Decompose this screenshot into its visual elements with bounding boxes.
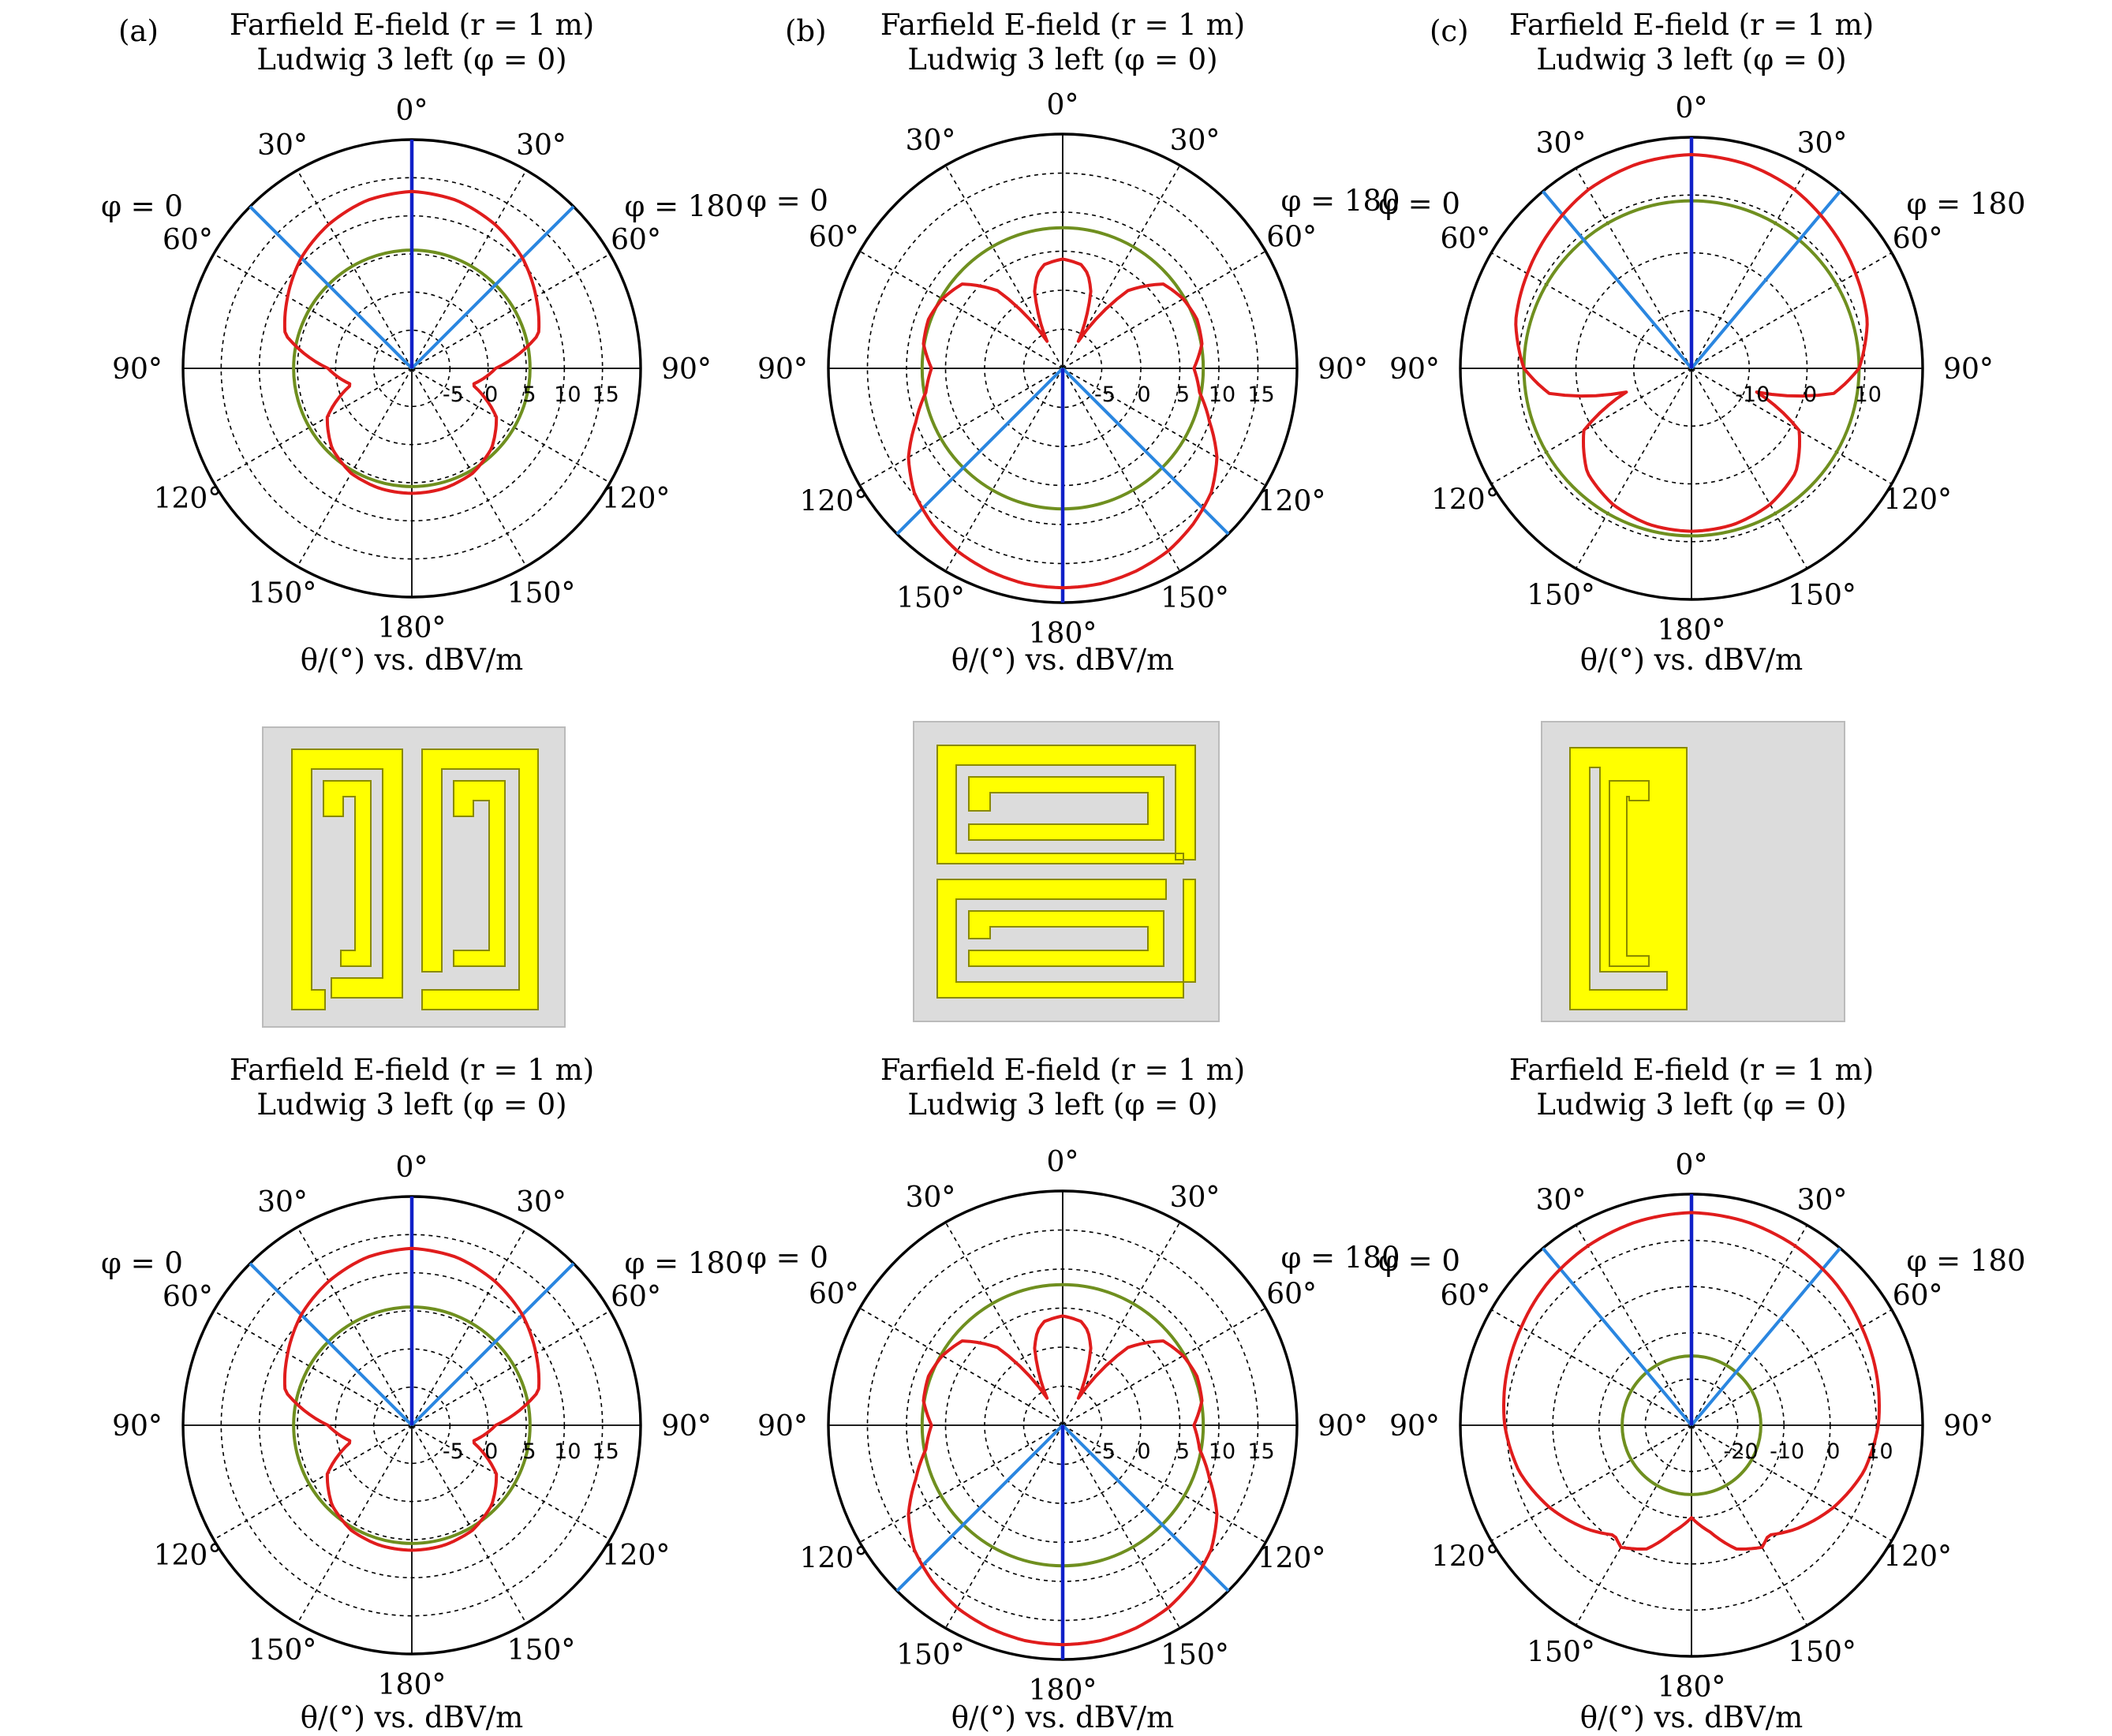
- angle-tick-label: 60°: [611, 224, 661, 256]
- radial-tick-label: 0: [1826, 1439, 1841, 1464]
- radial-tick-label: 5: [1176, 1439, 1191, 1464]
- angle-tick-label: 60°: [1266, 221, 1318, 254]
- chart-subtitle: Ludwig 3 left (φ = 0): [1536, 43, 1847, 77]
- angle-tick-label: 180°: [377, 612, 447, 644]
- radial-tick-label: 15: [592, 1439, 619, 1464]
- radial-tick-label: 0: [484, 383, 499, 407]
- panel-label-a: (a): [118, 14, 159, 48]
- chart-title: Farfield E-field (r = 1 m): [880, 1053, 1246, 1087]
- angle-tick-label: 90°: [757, 1410, 808, 1443]
- angle-tick-label: 180°: [1028, 1674, 1097, 1707]
- phi-left-label: φ = 0: [746, 1241, 828, 1275]
- angle-tick-label: 150°: [248, 1634, 317, 1667]
- axis-caption: θ/(°) vs. dBV/m: [1579, 643, 1804, 677]
- angle-tick-label: 150°: [1161, 1639, 1229, 1672]
- angle-tick-label: 90°: [112, 1410, 163, 1443]
- grid-spoke: [412, 368, 526, 566]
- angle-tick-label: 60°: [808, 221, 859, 254]
- radial-tick-label: -10: [1770, 1439, 1805, 1464]
- polar-chart-2: [746, 8, 1400, 677]
- grid-spoke: [1576, 1225, 1692, 1425]
- unit-cell-a: [263, 727, 565, 1027]
- radial-tick-label: 10: [554, 383, 581, 407]
- radial-tick-label: 15: [1247, 383, 1275, 407]
- angle-tick-label: 60°: [1440, 1279, 1491, 1312]
- radial-tick-label: 15: [592, 383, 619, 407]
- angle-tick-label: 150°: [507, 577, 576, 610]
- unit-cell-b-substrate: [914, 722, 1219, 1021]
- grid-spoke: [1576, 368, 1692, 569]
- angle-tick-label: 30°: [1796, 127, 1848, 160]
- polar-chart-6: [1378, 1053, 2026, 1734]
- angle-tick-label: 120°: [1883, 1540, 1953, 1574]
- angle-tick-label: 0°: [1675, 92, 1708, 125]
- angle-tick-label: 30°: [1169, 1181, 1220, 1214]
- angle-tick-label: 90°: [1389, 1410, 1440, 1443]
- angle-tick-label: 120°: [1257, 485, 1326, 518]
- angle-tick-label: 150°: [896, 1639, 965, 1672]
- angle-tick-label: 30°: [905, 1181, 956, 1214]
- polar-chart-1: [101, 8, 744, 677]
- angle-tick-label: 60°: [611, 1281, 661, 1313]
- chart-title: Farfield E-field (r = 1 m): [1508, 1053, 1875, 1087]
- angle-tick-label: 180°: [1657, 614, 1726, 647]
- angle-tick-label: 30°: [516, 1185, 566, 1219]
- chart-subtitle: Ludwig 3 left (φ = 0): [907, 43, 1218, 77]
- unit-cell-c: [1542, 722, 1845, 1021]
- phi-right-label: φ = 180: [624, 1246, 744, 1280]
- radial-tick-label: 15: [1247, 1439, 1275, 1464]
- grid-spoke: [214, 368, 412, 483]
- angle-tick-label: 60°: [1440, 222, 1491, 256]
- radial-tick-label: -10: [1735, 383, 1770, 407]
- chart-subtitle: Ludwig 3 left (φ = 0): [907, 1088, 1218, 1122]
- axis-caption: θ/(°) vs. dBV/m: [1579, 1701, 1804, 1734]
- radial-tick-label: 0: [484, 1439, 499, 1464]
- radial-tick-label: -5: [1094, 1439, 1116, 1464]
- radial-tick-label: -5: [1094, 383, 1116, 407]
- radial-tick-label: 10: [1854, 383, 1882, 407]
- angle-tick-label: 90°: [1943, 353, 1994, 386]
- beamwidth-line: [250, 207, 412, 368]
- beamwidth-line: [1691, 1249, 1840, 1425]
- angle-tick-label: 150°: [248, 577, 317, 610]
- phi-left-label: φ = 0: [1378, 187, 1460, 221]
- chart-title: Farfield E-field (r = 1 m): [229, 1053, 595, 1087]
- grid-spoke: [1491, 1425, 1691, 1541]
- chart-title: Farfield E-field (r = 1 m): [229, 8, 595, 42]
- angle-tick-label: 120°: [601, 1540, 671, 1572]
- panel-label-c: (c): [1430, 14, 1469, 48]
- angle-tick-label: 60°: [1892, 1279, 1943, 1312]
- angle-tick-label: 150°: [1527, 579, 1595, 612]
- axis-caption: θ/(°) vs. dBV/m: [300, 643, 524, 677]
- angle-tick-label: 0°: [1675, 1149, 1708, 1182]
- grid-spoke: [412, 1425, 526, 1623]
- angle-tick-label: 60°: [1266, 1278, 1318, 1311]
- radial-tick-label: -20: [1723, 1439, 1759, 1464]
- unit-cell-b: [914, 722, 1219, 1021]
- angle-tick-label: 120°: [153, 483, 222, 515]
- radial-tick-label: 0: [1803, 383, 1818, 407]
- polar-chart-4: [101, 1053, 744, 1734]
- radial-tick-label: 5: [522, 383, 536, 407]
- angle-tick-label: 150°: [507, 1634, 576, 1667]
- radial-tick-label: -5: [442, 1439, 464, 1464]
- angle-tick-label: 90°: [757, 353, 808, 386]
- radial-tick-label: 10: [1208, 1439, 1236, 1464]
- angle-tick-label: 60°: [163, 1281, 213, 1313]
- angle-tick-label: 180°: [1028, 618, 1097, 650]
- beamwidth-line: [412, 1264, 574, 1425]
- grid-spoke: [1691, 1225, 1807, 1425]
- angle-tick-label: 120°: [799, 1542, 869, 1575]
- angle-tick-label: 30°: [1169, 124, 1220, 157]
- angle-tick-label: 120°: [1430, 483, 1500, 517]
- phi-left-label: φ = 0: [746, 184, 828, 218]
- axis-caption: θ/(°) vs. dBV/m: [951, 1701, 1175, 1734]
- angle-tick-label: 30°: [1535, 127, 1587, 160]
- angle-tick-label: 0°: [1046, 89, 1079, 121]
- beamwidth-line: [412, 207, 574, 368]
- angle-tick-label: 0°: [395, 1152, 428, 1184]
- radial-tick-label: 10: [1208, 383, 1236, 407]
- chart-subtitle: Ludwig 3 left (φ = 0): [1536, 1088, 1847, 1122]
- axis-caption: θ/(°) vs. dBV/m: [951, 643, 1175, 677]
- chart-subtitle: Ludwig 3 left (φ = 0): [256, 43, 567, 77]
- angle-tick-label: 150°: [896, 582, 965, 615]
- angle-tick-label: 30°: [1796, 1184, 1848, 1217]
- angle-tick-label: 90°: [1318, 353, 1368, 386]
- angle-tick-label: 0°: [1046, 1146, 1079, 1178]
- phi-right-label: φ = 180: [1906, 1244, 2026, 1278]
- grid-spoke: [1691, 168, 1807, 368]
- radial-tick-label: 0: [1137, 383, 1151, 407]
- angle-tick-label: 90°: [661, 1410, 712, 1443]
- phi-right-label: φ = 180: [1280, 184, 1400, 218]
- angle-tick-label: 30°: [257, 1185, 308, 1219]
- angle-tick-label: 30°: [905, 124, 956, 157]
- radial-tick-label: 0: [1137, 1439, 1151, 1464]
- axis-caption: θ/(°) vs. dBV/m: [300, 1701, 524, 1734]
- phi-right-label: φ = 180: [1906, 187, 2026, 221]
- polar-chart-5: [746, 1053, 1400, 1734]
- chart-title: Farfield E-field (r = 1 m): [880, 8, 1246, 42]
- grid-spoke: [297, 368, 412, 566]
- grid-spoke: [1576, 168, 1692, 368]
- angle-tick-label: 30°: [516, 129, 566, 162]
- beamwidth-line: [1543, 1249, 1691, 1425]
- angle-tick-label: 180°: [1657, 1671, 1726, 1704]
- grid-spoke: [1491, 253, 1691, 369]
- angle-tick-label: 90°: [661, 353, 712, 386]
- angle-tick-label: 30°: [257, 129, 308, 162]
- phi-right-label: φ = 180: [1280, 1241, 1400, 1275]
- angle-tick-label: 120°: [153, 1540, 222, 1572]
- angle-tick-label: 60°: [1892, 222, 1943, 256]
- angle-tick-label: 30°: [1535, 1184, 1587, 1217]
- angle-tick-label: 0°: [395, 95, 428, 127]
- radial-tick-label: 10: [554, 1439, 581, 1464]
- radial-tick-label: 10: [1866, 1439, 1893, 1464]
- polar-chart-3: [1378, 8, 2026, 677]
- phi-left-label: φ = 0: [1378, 1244, 1460, 1278]
- panel-label-b: (b): [785, 14, 827, 48]
- chart-title: Farfield E-field (r = 1 m): [1508, 8, 1875, 42]
- radial-tick-label: 5: [522, 1439, 536, 1464]
- angle-tick-label: 90°: [1318, 1410, 1368, 1443]
- grid-spoke: [1576, 1425, 1692, 1626]
- angle-tick-label: 150°: [1527, 1636, 1595, 1669]
- phi-left-label: φ = 0: [101, 1246, 183, 1280]
- radial-tick-label: -5: [442, 383, 464, 407]
- grid-spoke: [214, 1425, 412, 1540]
- angle-tick-label: 180°: [377, 1669, 447, 1701]
- angle-tick-label: 120°: [799, 485, 869, 518]
- angle-tick-label: 150°: [1788, 579, 1856, 612]
- angle-tick-label: 90°: [1389, 353, 1440, 386]
- angle-tick-label: 60°: [808, 1278, 859, 1311]
- phi-left-label: φ = 0: [101, 189, 183, 223]
- angle-tick-label: 90°: [1943, 1410, 1994, 1443]
- angle-tick-label: 120°: [1883, 483, 1953, 517]
- chart-subtitle: Ludwig 3 left (φ = 0): [256, 1088, 567, 1122]
- angle-tick-label: 120°: [1430, 1540, 1500, 1574]
- angle-tick-label: 90°: [112, 353, 163, 386]
- radial-tick-label: 5: [1176, 383, 1191, 407]
- beamwidth-line: [250, 1264, 412, 1425]
- angle-tick-label: 120°: [601, 483, 671, 515]
- phi-right-label: φ = 180: [624, 189, 744, 223]
- angle-tick-label: 150°: [1788, 1636, 1856, 1669]
- angle-tick-label: 60°: [163, 224, 213, 256]
- angle-tick-label: 150°: [1161, 582, 1229, 615]
- angle-tick-label: 120°: [1257, 1542, 1326, 1575]
